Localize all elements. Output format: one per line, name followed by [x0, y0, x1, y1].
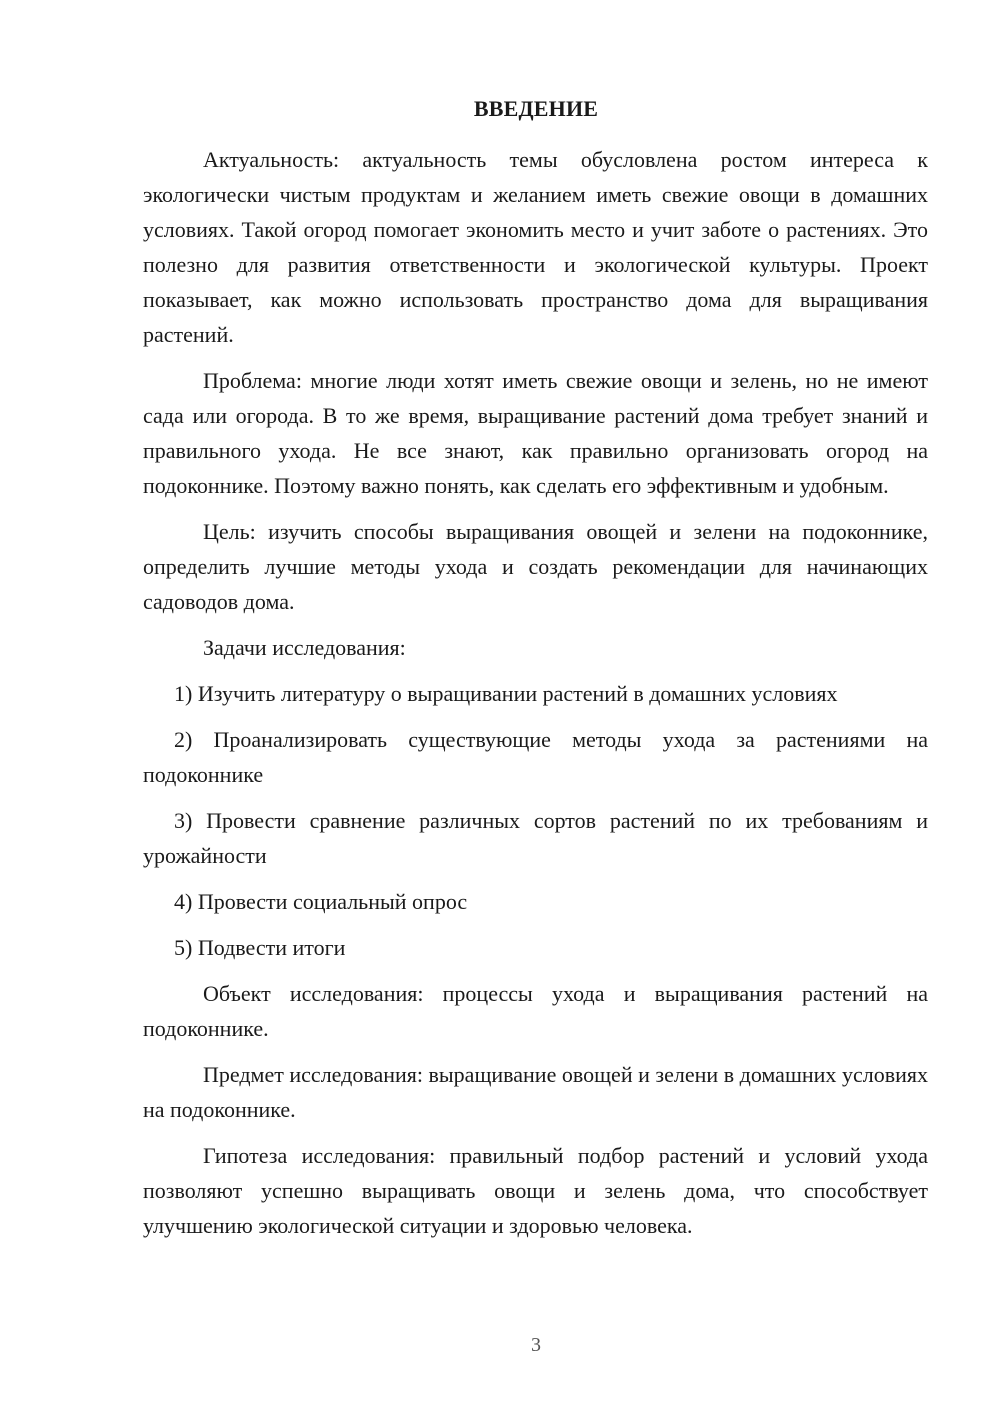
paragraph-tasks-heading: Задачи исследования: [203, 635, 406, 660]
task-item: 3) Провести сравнение различных сортов растений по их требованиям и урожайности [143, 808, 928, 868]
task-item: 1) Изучить литературу о выращивании растений в домашних условиях [174, 681, 838, 706]
task-item: 2) Проанализировать существующие методы ухода за растениями на подоконнике [143, 727, 928, 787]
section-title: ВВЕДЕНИЕ [473, 96, 599, 121]
paragraph-hypothesis: Гипотеза исследования: правильный подбор растений и условий ухода позволяют успешно выращивать овощи и зелень дома, что способствует улучшению экологической ситуации и здоровью человека. [143, 1143, 928, 1238]
task-item: 5) Подвести итоги [174, 935, 346, 960]
task-item: 4) Провести социальный опрос [174, 889, 468, 914]
paragraph-object: Объект исследования: процессы ухода и выращивания растений на подоконнике. [143, 981, 928, 1041]
page-number: 3 [531, 1334, 541, 1356]
paragraph-problem: Проблема: многие люди хотят иметь свежие овощи и зелень, но не имеют сада или огорода. В то же время, выращивание растений дома требует знаний и правильного ухода. Не все знают, как правильно организовать огород на подоконнике. Поэтому важно понять, как сделать его эффективным и удобным. [143, 368, 928, 498]
paragraph-subject: Предмет исследования: выращивание овощей и зелени в домашних условиях на подоконнике. [143, 1062, 928, 1122]
body-text [143, 142, 928, 1243]
paragraph-relevance: Актуальность: актуальность темы обусловлена ростом интереса к экологически чистым продуктам и желанием иметь свежие овощи в домашних условиях. Такой огород помогает экономить место и учит заботе о растениях. Это полезно для развития ответственности и экологической культуры. Проект показывает, как можно использовать пространство дома для выращивания растений. [143, 147, 928, 347]
paragraph-goal: Цель: изучить способы выращивания овощей и зелени на подоконнике, определить лучшие методы ухода и создать рекомендации для начинающих садоводов дома. [143, 519, 928, 614]
